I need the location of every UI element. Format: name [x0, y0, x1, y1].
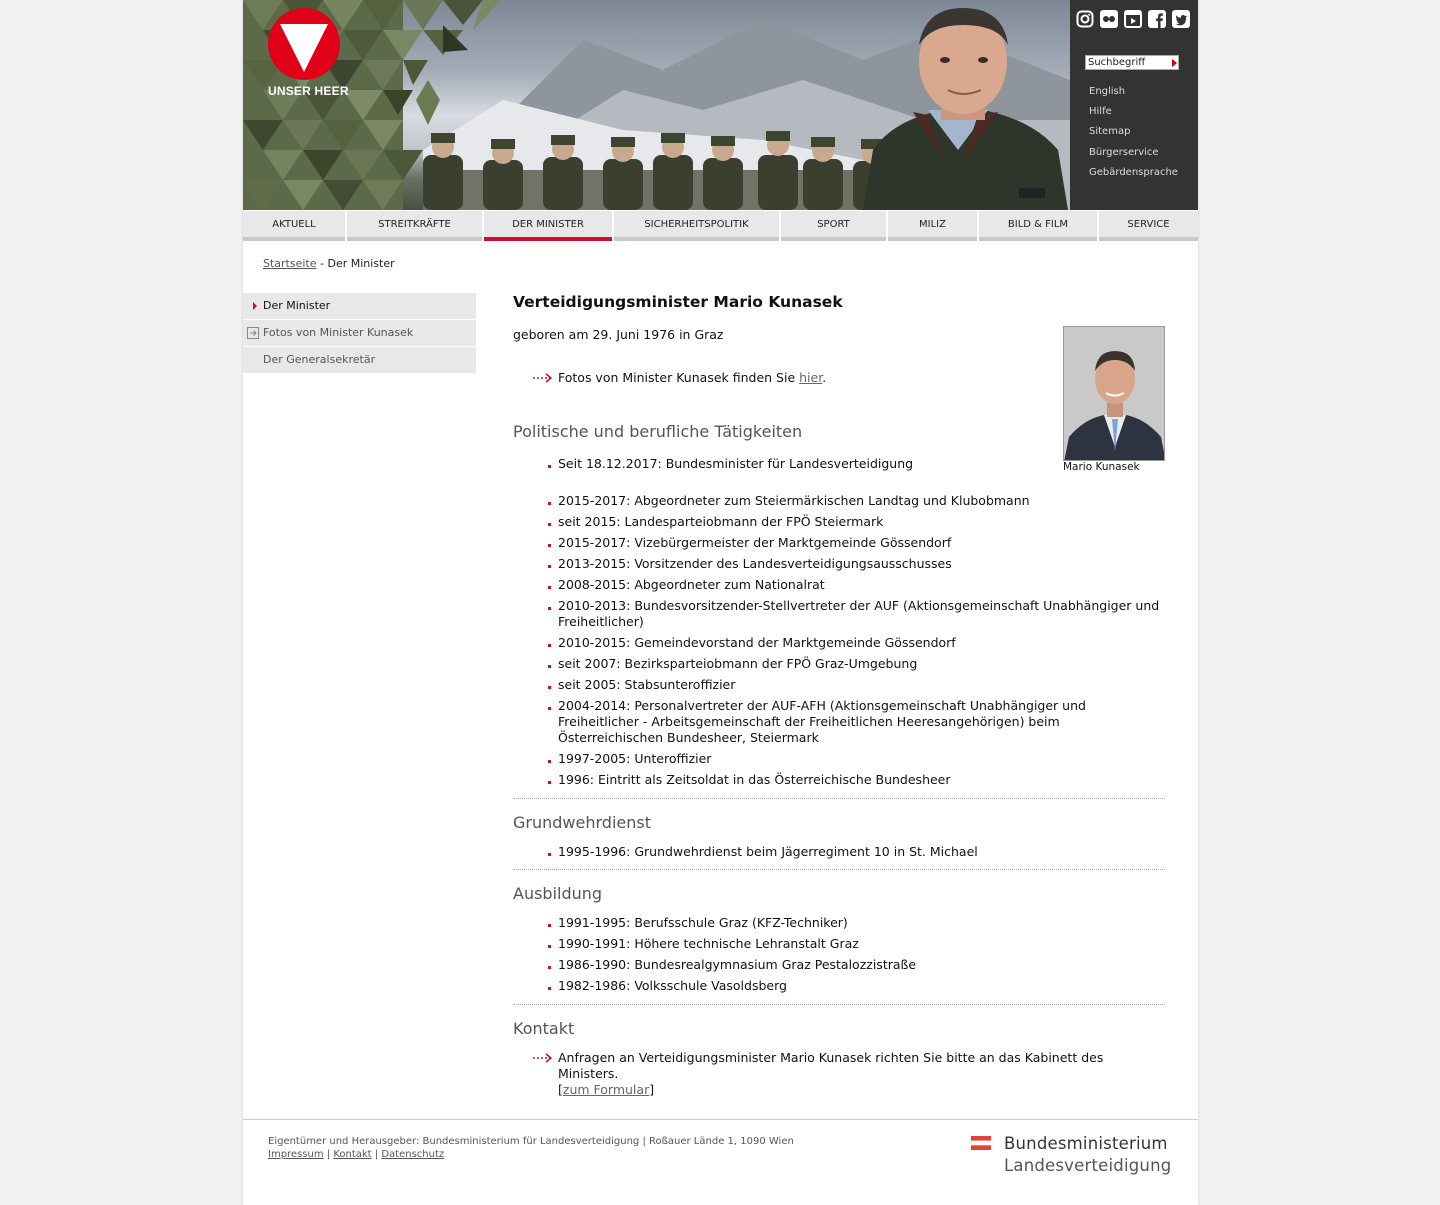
search-submit-icon[interactable]	[1172, 59, 1177, 67]
nav-item-bild-film[interactable]: BILD & FILM	[979, 211, 1097, 241]
subnav-item-label: Fotos von Minister Kunasek	[263, 326, 414, 339]
subnav-item-label: Der Minister	[263, 299, 331, 312]
nav-item-aktuell[interactable]: AKTUELL	[243, 211, 345, 241]
breadcrumb-separator: -	[316, 257, 328, 270]
flickr-icon[interactable]	[1100, 10, 1118, 28]
quick-link-gebaerdensprache[interactable]: Gebärdensprache	[1089, 166, 1178, 178]
instagram-icon[interactable]	[1076, 10, 1094, 28]
quick-links	[1089, 84, 1178, 185]
header-side-panel	[1070, 0, 1198, 210]
birth-info: geboren am 29. Juni 1976 in Graz	[513, 327, 724, 342]
list-item: 1982-1986: Volksschule Vasoldsberg	[558, 978, 787, 993]
list-item: seit 2007: Bezirksparteiobmann der FPÖ Graz-Umgebung	[558, 656, 918, 671]
list-item: seit 2005: Stabsunteroffizier	[558, 677, 736, 692]
facebook-icon[interactable]	[1148, 10, 1166, 28]
logo-text: UNSER HEER	[268, 84, 349, 98]
list-item: 2008-2015: Abgeordneter zum Nationalrat	[558, 577, 825, 592]
list-item: 2013-2015: Vorsitzender des Landesverteidigungsausschusses	[558, 556, 952, 571]
photos-text: Fotos von Minister Kunasek finden Sie	[558, 370, 800, 385]
list-item: 1991-1995: Berufsschule Graz (KFZ-Techniker)	[558, 915, 848, 930]
nav-item-sport[interactable]: SPORT	[781, 211, 886, 241]
footer-link-kontakt[interactable]: Kontakt	[333, 1149, 372, 1160]
breadcrumb-current: Der Minister	[327, 257, 395, 270]
page-title: Verteidigungsminister Mario Kunasek	[513, 293, 843, 311]
search-box	[1085, 55, 1179, 70]
nav-item-sicherheitspolitik[interactable]: SICHERHEITSPOLITIK	[614, 211, 779, 241]
section-heading-political: Politische und berufliche Tätigkeiten	[513, 422, 803, 441]
minister-portrait-banner	[833, 0, 1073, 210]
bracket-close: ]	[649, 1082, 655, 1097]
list-item: 2015-2017: Abgeordneter zum Steiermärkischen Landtag und Klubobmann	[558, 493, 1030, 508]
list-item: seit 2015: Landesparteiobmann der FPÖ Steiermark	[558, 514, 884, 529]
footer-text	[268, 1135, 794, 1161]
header-banner	[243, 0, 1198, 210]
quick-link-buergerservice[interactable]: Bürgerservice	[1089, 146, 1159, 158]
list-item: 2004-2014: Personalvertreter der AUF-AFH (Aktionsgemeinschaft Unabhängiger und Freiheitlicher - Arbeitsgemeinschaft der Freiheitlichen Heeresangehörigen) beim Österreichischen Bundesheer, Steiermark	[558, 698, 1165, 746]
list-item: 2010-2013: Bundesvorsitzender-Stellvertreter der AUF (Aktionsgemeinschaft Unabhängiger und Freiheitlicher)	[558, 598, 1163, 630]
quick-link-english[interactable]: English	[1089, 86, 1126, 97]
subnav-item-fotos[interactable]	[243, 320, 476, 346]
footer	[243, 1119, 1198, 1205]
list-item: 1990-1991: Höhere technische Lehranstalt Graz	[558, 936, 859, 951]
subnav-item-der-minister[interactable]	[243, 293, 476, 319]
section-heading-ausbildung: Ausbildung	[513, 884, 603, 903]
list-item: Seit 18.12.2017: Bundesminister für Landesverteidigung	[558, 456, 914, 471]
section-divider	[513, 869, 1165, 870]
footer-link-datenschutz[interactable]: Datenschutz	[381, 1149, 445, 1160]
nav-item-streitkraefte[interactable]: STREITKRÄFTE	[347, 211, 482, 241]
list-item: 1997-2005: Unteroffizier	[558, 751, 712, 766]
breadcrumb-home-link[interactable]: Startseite	[263, 257, 317, 270]
photos-link[interactable]: hier	[799, 370, 823, 385]
footer-link-impressum[interactable]: Impressum	[268, 1149, 324, 1160]
subnav-item-label: Der Generalsekretär	[263, 353, 376, 366]
minister-photo	[1063, 326, 1165, 461]
bundesheer-emblem-icon	[265, 6, 343, 86]
contact-text: Anfragen an Verteidigungsminister Mario Kunasek richten Sie bitte an das Kabinett des Ministers.	[558, 1050, 1104, 1081]
ministry-logo[interactable]	[971, 1134, 1171, 1179]
sub-navigation	[243, 293, 476, 374]
external-link-icon	[247, 327, 259, 339]
nav-item-miliz[interactable]: MILIZ	[888, 211, 977, 241]
section-divider	[513, 1004, 1165, 1005]
search-input[interactable]	[1086, 56, 1166, 69]
footer-owner: Eigentümer und Herausgeber: Bundesministerium für Landesverteidigung | Roßauer Lände 1, 1090 Wien	[268, 1136, 794, 1147]
nav-item-der-minister[interactable]: DER MINISTER	[484, 211, 612, 241]
dotted-arrow-icon	[533, 1052, 558, 1064]
subnav-item-generalsekretaer[interactable]	[243, 347, 476, 373]
list-item: 2015-2017: Vizebürgermeister der Marktgemeinde Gössendorf	[558, 535, 952, 550]
active-arrow-icon	[253, 302, 257, 310]
section-heading-grundwehrdienst: Grundwehrdienst	[513, 813, 651, 832]
section-divider	[513, 798, 1165, 799]
footer-separator: |	[371, 1149, 382, 1160]
contact-form-link[interactable]: zum Formular	[562, 1082, 650, 1097]
twitter-icon[interactable]	[1172, 10, 1190, 28]
list-item: 1996: Eintritt als Zeitsoldat in das Österreichische Bundesheer	[558, 772, 951, 787]
photos-text-end: .	[822, 370, 827, 385]
photo-caption: Mario Kunasek	[1063, 461, 1140, 473]
nav-item-service[interactable]: SERVICE	[1099, 211, 1198, 241]
ministry-name-line2: Landesverteidigung	[1004, 1156, 1172, 1175]
dotted-arrow-icon	[533, 372, 558, 384]
breadcrumb	[263, 257, 395, 270]
social-links	[1076, 10, 1190, 28]
contact-line	[533, 1050, 1165, 1098]
main-nav	[243, 211, 1198, 241]
list-item: 1995-1996: Grundwehrdienst beim Jägerregiment 10 in St. Michael	[558, 844, 978, 859]
ministry-name-line1: Bundesministerium	[1004, 1134, 1168, 1153]
list-item: 2010-2015: Gemeindevorstand der Marktgemeinde Gössendorf	[558, 635, 956, 650]
youtube-icon[interactable]	[1124, 10, 1142, 28]
quick-link-sitemap[interactable]: Sitemap	[1089, 126, 1131, 138]
photos-link-line	[533, 370, 826, 385]
page	[243, 0, 1198, 1205]
section-heading-kontakt: Kontakt	[513, 1019, 575, 1038]
austria-flag-icon	[971, 1136, 991, 1150]
footer-separator: |	[323, 1149, 334, 1160]
quick-link-hilfe[interactable]: Hilfe	[1089, 106, 1112, 118]
list-item: 1986-1990: Bundesrealgymnasium Graz Pestalozzistraße	[558, 957, 917, 972]
bracket-open: [	[558, 1082, 563, 1097]
